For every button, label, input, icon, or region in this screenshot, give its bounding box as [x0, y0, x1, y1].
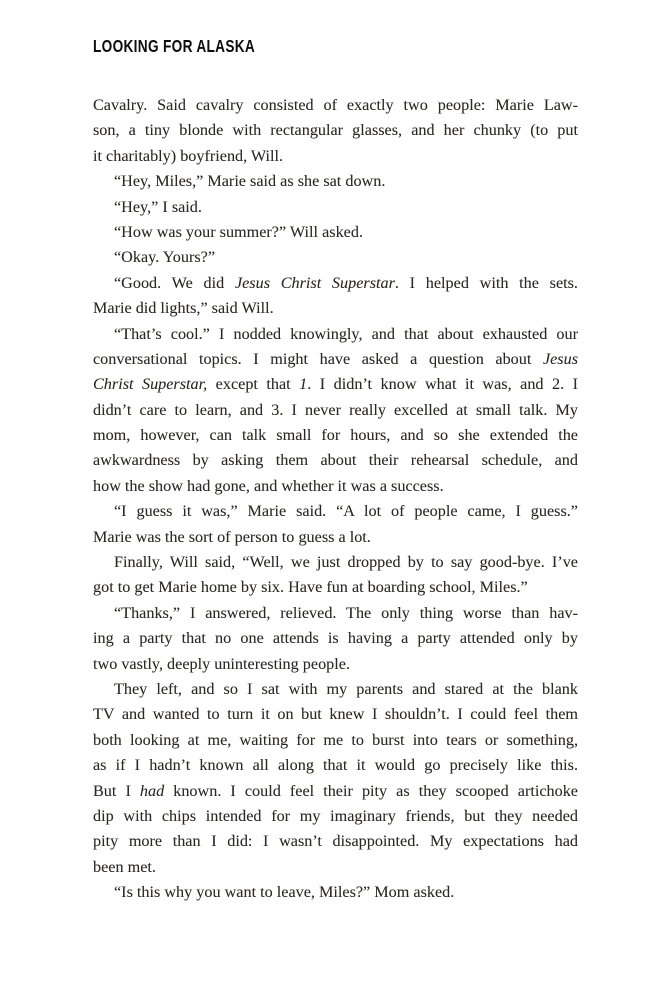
text-line-content: “Hey,” I said.: [114, 197, 202, 216]
text-line-content: Finally, Will said, “Well, we just dropped by to say good-bye. I’ve: [114, 553, 578, 572]
text-line-content: TV and wanted to turn it on but knew I shouldn’t. I could feel them: [93, 705, 578, 724]
text-line-content: got to get Marie home by six. Have fun at boarding school, Miles.”: [93, 578, 528, 597]
text-line: [93, 779, 578, 804]
text-line: [93, 474, 578, 499]
text-line: [93, 245, 578, 270]
text-line-content: didn’t care to learn, and 3. I never really excelled at small talk. My: [93, 400, 578, 419]
text-line: [93, 804, 578, 829]
text-line: [93, 398, 578, 423]
text-line-content: both looking at me, waiting for me to burst into tears or something,: [93, 730, 578, 749]
text-line: [93, 575, 578, 600]
text-line-content: son, a tiny blonde with rectangular glasses, and her chunky (to put: [93, 121, 578, 140]
text-line: [93, 372, 578, 397]
running-header: LOOKING FOR ALASKA: [93, 36, 256, 56]
page-text: [93, 93, 578, 906]
text-line-content: it charitably) boyfriend, Will.: [93, 146, 284, 165]
text-line-content: conversational topics. I might have asked a question about Jesus: [93, 349, 578, 368]
text-line-content: Marie did lights,” said Will.: [93, 299, 274, 318]
text-line: [93, 499, 578, 524]
text-line: [93, 169, 578, 194]
text-line: [93, 347, 578, 372]
text-line-content: ing a party that no one attends is having a party attended only by: [93, 629, 578, 648]
text-line-content: “How was your summer?” Will asked.: [114, 222, 363, 241]
text-line-content: “Okay. Yours?”: [114, 248, 216, 267]
text-line: [93, 195, 578, 220]
text-line: [93, 525, 578, 550]
text-line-content: “I guess it was,” Marie said. “A lot of people came, I guess.”: [114, 502, 578, 521]
text-line: [93, 271, 578, 296]
text-line-content: Marie was the sort of person to guess a lot.: [93, 527, 371, 546]
text-line-content: awkwardness by asking them about their rehearsal schedule, and: [93, 451, 578, 470]
text-line: [93, 829, 578, 854]
text-line: [93, 550, 578, 575]
text-line: [93, 322, 578, 347]
text-line-content: “Good. We did Jesus Christ Superstar. I helped with the sets.: [114, 273, 578, 292]
text-line-content: two vastly, deeply uninteresting people.: [93, 654, 350, 673]
text-line: [93, 423, 578, 448]
text-line: [93, 855, 578, 880]
text-line: [93, 220, 578, 245]
text-line-content: “Is this why you want to leave, Miles?” Mom asked.: [114, 883, 455, 902]
text-line: [93, 728, 578, 753]
text-line-content: mom, however, can talk small for hours, and so she extended the: [93, 426, 578, 445]
text-line: [93, 626, 578, 651]
text-line-content: They left, and so I sat with my parents and stared at the blank: [114, 679, 578, 698]
text-line-content: as if I hadn’t known all along that it would go precisely like this.: [93, 756, 578, 775]
text-line-content: “Thanks,” I answered, relieved. The only thing worse than hav-: [114, 603, 578, 622]
text-line-content: pity more than I did: I wasn’t disappointed. My expectations had: [93, 832, 578, 851]
text-line-content: Christ Superstar, except that 1. I didn’t know what it was, and 2. I: [93, 375, 579, 394]
text-line-content: dip with chips intended for my imaginary friends, but they needed: [93, 806, 578, 825]
text-line-content: been met.: [93, 857, 156, 876]
text-line: [93, 93, 578, 118]
text-line-content: Cavalry. Said cavalry consisted of exactly two people: Marie Law-: [93, 96, 578, 114]
text-line: [93, 880, 578, 905]
text-line: [93, 753, 578, 778]
text-line: [93, 702, 578, 727]
text-line: [93, 296, 578, 321]
text-line-content: “Hey, Miles,” Marie said as she sat down.: [114, 172, 386, 191]
text-line-content: “That’s cool.” I nodded knowingly, and that about exhausted our: [114, 324, 578, 343]
text-line-content: how the show had gone, and whether it was a success.: [93, 476, 444, 495]
text-line: [93, 601, 578, 626]
text-line: [93, 652, 578, 677]
text-line: [93, 448, 578, 473]
text-line: [93, 677, 578, 702]
text-line: [93, 118, 578, 143]
text-line: [93, 144, 578, 169]
text-line-content: But I had known. I could feel their pity as they scooped artichoke: [93, 781, 578, 800]
